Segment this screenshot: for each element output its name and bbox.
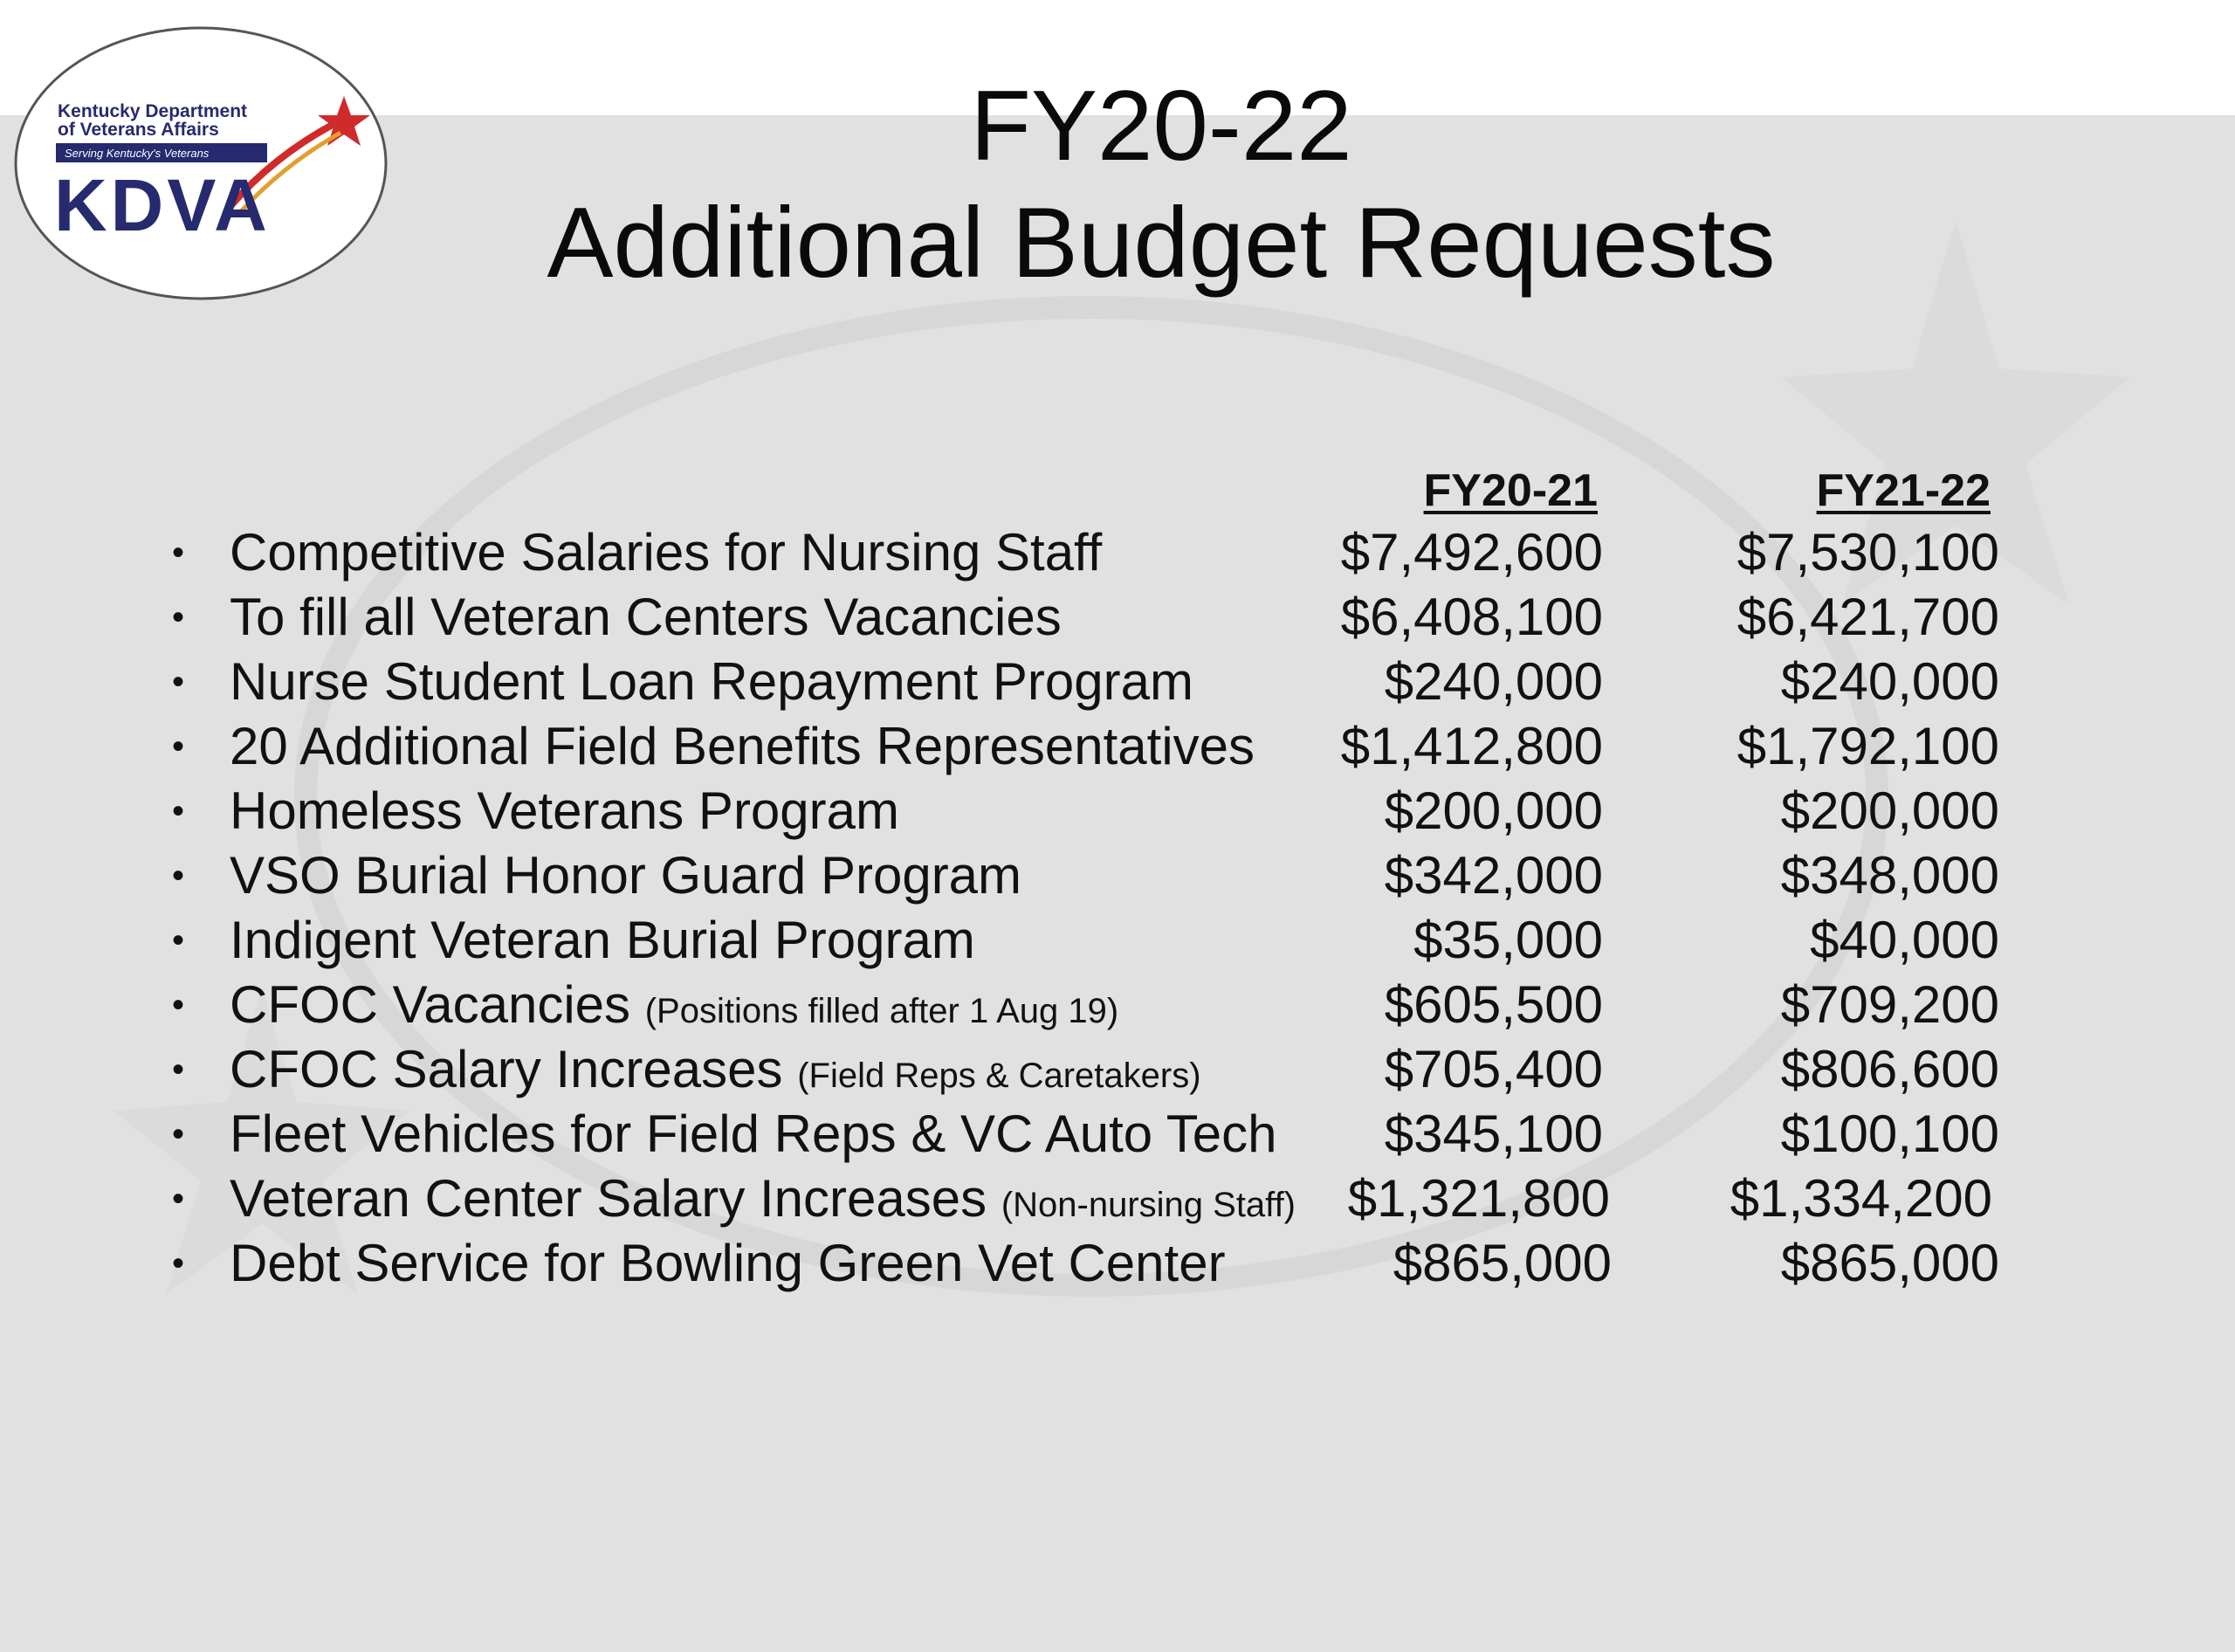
item-fy2-amount: $240,000 [1780, 652, 1999, 711]
item-fy2-amount: $865,000 [1780, 1234, 1999, 1292]
item-fy2-amount: $348,000 [1780, 846, 1999, 905]
item-fy2-amount: $7,530,100 [1736, 523, 1999, 582]
svg-text:KDVA: KDVA [54, 164, 271, 246]
item-fy2-amount: $40,000 [1810, 911, 1999, 969]
item-fy2-amount: $709,200 [1780, 975, 1999, 1034]
item-fy1-amount: $240,000 [1384, 652, 1603, 711]
svg-text:Kentucky Department: Kentucky Department [58, 101, 248, 121]
bullet-icon: • [171, 857, 184, 895]
list-item [0, 1167, 2235, 1231]
bullet-icon: • [171, 1180, 184, 1218]
item-fy2-amount: $1,334,200 [1730, 1169, 1992, 1228]
item-label: VSO Burial Honor Guard Program [230, 846, 1022, 905]
svg-text:of Veterans Affairs: of Veterans Affairs [58, 120, 219, 140]
item-label: 20 Additional Field Benefits Representatives [230, 717, 1255, 775]
item-note: (Non-nursing Staff) [1001, 1186, 1296, 1224]
list-item [0, 1231, 2235, 1296]
bullet-icon: • [171, 921, 184, 960]
item-fy1-amount: $865,000 [1393, 1234, 1612, 1292]
item-fy1-amount: $605,500 [1384, 975, 1603, 1034]
list-item [0, 714, 2235, 779]
bullet-icon: • [171, 1050, 184, 1089]
list-item [0, 779, 2235, 843]
list-item [0, 908, 2235, 973]
item-note: (Positions filled after 1 Aug 19) [644, 992, 1119, 1030]
item-label: Competitive Salaries for Nursing Staff [230, 523, 1103, 582]
item-label: Fleet Vehicles for Field Reps & VC Auto Tech [230, 1105, 1277, 1163]
item-label: CFOC Vacancies (Positions filled after 1 Aug 19) [230, 975, 1119, 1034]
title-line-1: FY20-22 [970, 71, 1352, 182]
item-fy1-amount: $200,000 [1384, 781, 1603, 840]
item-fy1-amount: $705,400 [1384, 1040, 1603, 1098]
item-fy2-amount: $200,000 [1780, 781, 1999, 840]
item-label: Homeless Veterans Program [230, 781, 899, 840]
bullet-icon: • [171, 986, 184, 1024]
bullet-icon: • [171, 663, 184, 701]
bullet-icon: • [171, 1115, 184, 1153]
list-item [0, 650, 2235, 714]
kdva-logo [12, 24, 389, 302]
item-fy1-amount: $7,492,600 [1340, 523, 1603, 582]
item-fy1-amount: $35,000 [1413, 911, 1603, 969]
list-item [0, 973, 2235, 1037]
item-label: Debt Service for Bowling Green Vet Center [230, 1234, 1226, 1292]
list-item [0, 1037, 2235, 1102]
list-item [0, 843, 2235, 908]
column-header-fy21-22: FY21-22 [1816, 465, 1991, 516]
column-header-fy20-21: FY20-21 [1423, 465, 1598, 516]
item-fy1-amount: $345,100 [1384, 1105, 1603, 1163]
bullet-icon: • [171, 598, 184, 637]
item-fy1-amount: $6,408,100 [1340, 588, 1603, 646]
item-label: Veteran Center Salary Increases (Non-nursing Staff) [230, 1169, 1296, 1228]
bullet-icon: • [171, 727, 184, 766]
list-item [0, 1102, 2235, 1167]
item-fy2-amount: $6,421,700 [1736, 588, 1999, 646]
item-fy1-amount: $1,321,800 [1347, 1169, 1610, 1228]
item-note: (Field Reps & Caretakers) [797, 1057, 1201, 1095]
svg-text:Serving Kentucky's Veterans: Serving Kentucky's Veterans [65, 147, 210, 160]
item-label: To fill all Veteran Centers Vacancies [230, 588, 1062, 646]
item-fy1-amount: $1,412,800 [1340, 717, 1603, 775]
item-fy2-amount: $100,100 [1780, 1105, 1999, 1163]
item-fy2-amount: $1,792,100 [1736, 717, 1999, 775]
title-line-2: Additional Budget Requests [547, 188, 1776, 299]
bullet-icon: • [171, 533, 184, 572]
item-label: Indigent Veteran Burial Program [230, 911, 975, 969]
bullet-icon: • [171, 1244, 184, 1283]
item-fy2-amount: $806,600 [1780, 1040, 1999, 1098]
list-item [0, 585, 2235, 650]
item-label: CFOC Salary Increases (Field Reps & Caretakers) [230, 1040, 1201, 1098]
list-item [0, 520, 2235, 585]
bullet-icon: • [171, 792, 184, 830]
item-label: Nurse Student Loan Repayment Program [230, 652, 1193, 711]
item-fy1-amount: $342,000 [1384, 846, 1603, 905]
